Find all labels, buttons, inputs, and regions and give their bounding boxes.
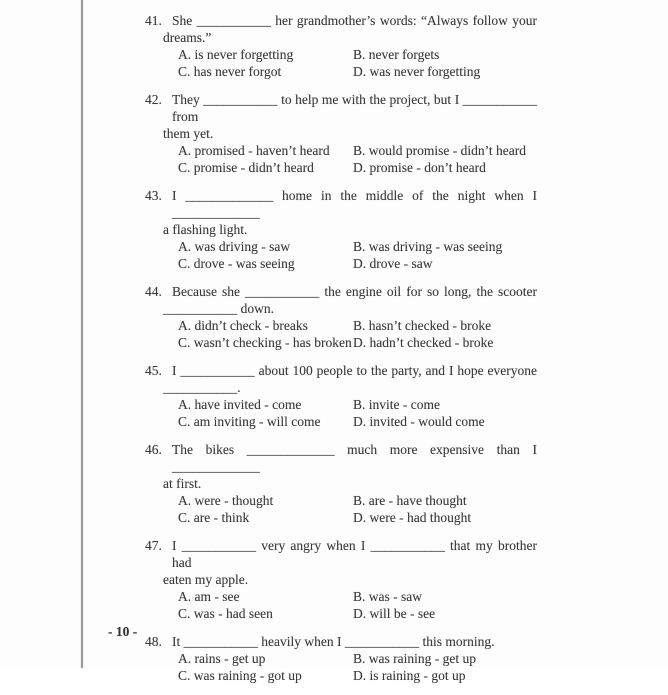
question-text-continued: a flashing light. [163, 222, 248, 237]
option-c: C. was raining - got up [178, 668, 302, 683]
options-grid [145, 142, 537, 176]
options-grid [145, 317, 537, 351]
question-text-continued: ___________ down. [163, 301, 274, 316]
option-a: A. am - see [178, 589, 240, 604]
option-d: D. promise - don’t heard [353, 160, 486, 175]
question-first-line [145, 633, 537, 650]
question-block [145, 91, 537, 176]
page-number: - 10 - [108, 624, 138, 639]
options-grid [145, 492, 537, 526]
question-first-line [145, 362, 537, 379]
question-first-line [145, 91, 537, 125]
question-text-continued: dreams.” [163, 30, 212, 45]
question-number: 47. [145, 538, 162, 553]
questions-list [145, 12, 537, 695]
option-c: C. are - think [178, 510, 250, 525]
question-text: Because she ___________ the engine oil for so long, the scooter [172, 284, 537, 299]
question-first-line [145, 537, 537, 571]
option-b: B. was raining - get up [353, 651, 476, 666]
question-text-continued: at first. [163, 476, 202, 491]
question-first-line [145, 283, 537, 300]
option-a: A. is never forgetting [178, 47, 294, 62]
question-text: The bikes _____________ much more expensive than I _____________ [172, 442, 537, 474]
question-number: 43. [145, 188, 162, 203]
question-text-continued: eaten my apple. [163, 572, 249, 587]
options-grid [145, 238, 537, 272]
question-block [145, 12, 537, 80]
question-block [145, 633, 537, 684]
option-c: C. has never forgot [178, 64, 282, 79]
options-grid [145, 588, 537, 622]
question-first-line [145, 441, 537, 475]
question-text-continued: them yet. [163, 126, 214, 141]
question-text: They ___________ to help me with the project, but I ___________ from [172, 92, 537, 124]
option-d: D. will be - see [353, 606, 436, 621]
question-block [145, 537, 537, 622]
question-block [145, 187, 537, 272]
question-number: 45. [145, 363, 162, 378]
option-a: A. didn’t check - breaks [178, 318, 308, 333]
option-b: B. are - have thought [353, 493, 467, 508]
options-grid [145, 396, 537, 430]
option-d: D. hadn’t checked - broke [353, 335, 494, 350]
option-d: D. drove - saw [353, 256, 433, 271]
option-b: B. was - saw [353, 589, 422, 604]
question-number: 42. [145, 92, 162, 107]
option-b: B. never forgets [353, 47, 440, 62]
question-text: I ___________ about 100 people to the party, and I hope everyone [172, 363, 537, 378]
question-number: 41. [145, 13, 162, 28]
options-grid [145, 46, 537, 80]
option-d: D. were - had thought [353, 510, 472, 525]
option-a: A. have invited - come [178, 397, 302, 412]
question-block [145, 362, 537, 430]
option-c: C. drove - was seeing [178, 256, 295, 271]
question-text: She ___________ her grandmother’s words: “Always follow your [172, 13, 537, 28]
question-number: 48. [145, 634, 162, 649]
question-text: I _____________ home in the middle of the night when I _____________ [172, 188, 537, 220]
question-first-line [145, 187, 537, 221]
option-a: A. was driving - saw [178, 239, 291, 254]
option-d: D. is raining - got up [353, 668, 466, 683]
question-block [145, 283, 537, 351]
question-text: I ___________ very angry when I ___________ that my brother had [172, 538, 537, 570]
option-d: D. invited - would come [353, 414, 485, 429]
option-b: B. was driving - was seeing [353, 239, 503, 254]
option-b: B. invite - come [353, 397, 440, 412]
question-first-line [145, 12, 537, 29]
options-grid [145, 650, 537, 684]
option-a: A. were - thought [178, 493, 274, 508]
page-margin-line [81, 0, 83, 668]
question-text-continued: ___________. [163, 380, 241, 395]
option-d: D. was never forgetting [353, 64, 481, 79]
option-c: C. wasn’t checking - has broken [178, 335, 352, 350]
question-text: It ___________ heavily when I ___________ this morning. [172, 634, 495, 649]
question-number: 46. [145, 442, 162, 457]
option-c: C. am inviting - will come [178, 414, 321, 429]
option-c: C. promise - didn’t heard [178, 160, 314, 175]
option-a: A. promised - haven’t heard [178, 143, 330, 158]
question-block [145, 441, 537, 526]
option-b: B. hasn’t checked - broke [353, 318, 492, 333]
option-c: C. was - had seen [178, 606, 273, 621]
option-a: A. rains - get up [178, 651, 266, 666]
option-b: B. would promise - didn’t heard [353, 143, 526, 158]
question-number: 44. [145, 284, 162, 299]
